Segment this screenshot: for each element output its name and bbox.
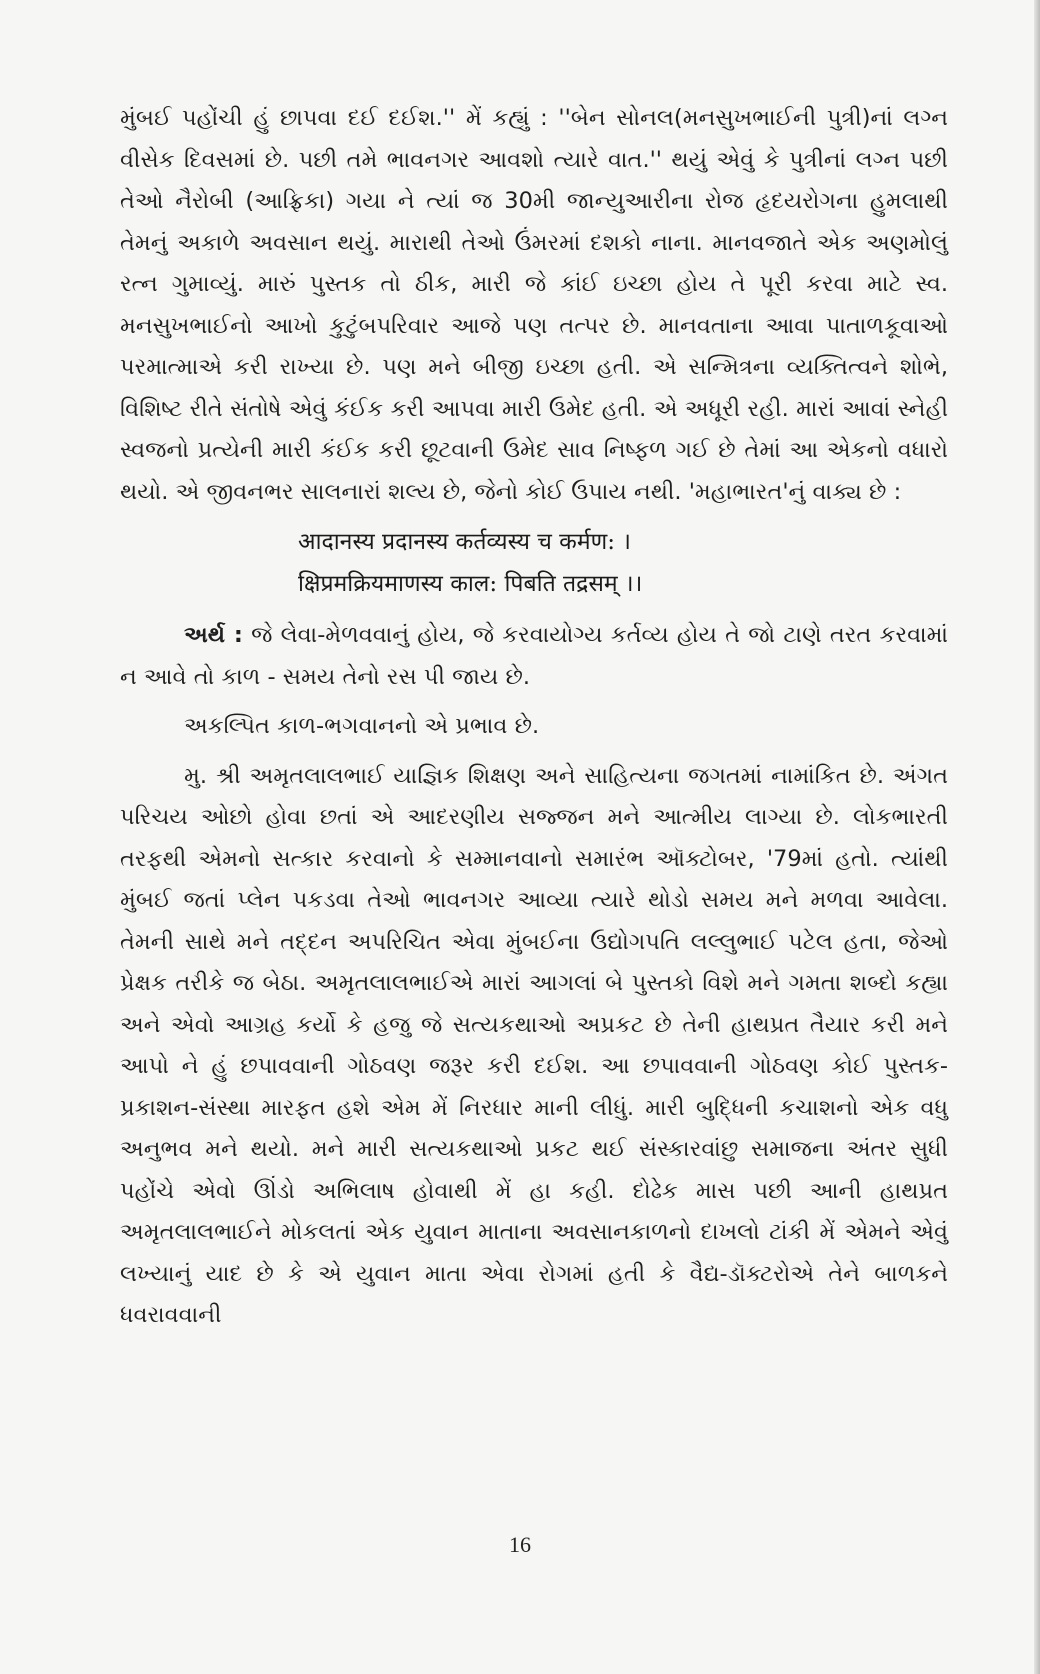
paragraph-1: મુંબઈ પહોંચી હું છાપવા દઈ દઈશ.'' મેં કહ્યું : ''બેન સોનલ(મનસુખભાઈની પુત્રી)નાં લગ્ન વીસેક દિવસમાં છે. પછી તમે ભાવનગર આવશો ત્યારે વાત.'' થયું એવું કે પુત્રીનાં લગ્ન પછી તેઓ નૈરોબી (આફ્રિકા) ગયા ને ત્યાં જ 30મી જાન્યુઆરીના રોજ હૃદયરોગના હુમલાથી તેમનું અકાળે અવસાન થયું. મારાથી તેઓ ઉંમરમાં દશકો નાના. માનવજાતે એક અણમોલું રત્ન ગુમાવ્યું. મારું પુસ્તક તો ઠીક, મારી જે કાંઈ ઇચ્છા હોય તે પૂરી કરવા માટે સ્વ. મનસુખભાઈનો આખો કુટુંબપરિવાર આજે પણ તત્પર છે. માનવતાના આવા પાતાળકૂવાઓ પરમાત્માએ કરી રાખ્યા છે. પણ મને બીજી ઇચ્છા હતી. એ સન્મિત્રના વ્યક્તિત્વને શોભે, વિશિષ્ટ રીતે સંતોષે એવું કંઈક કરી આપવા મારી ઉમેદ હતી. એ અધૂરી રહી. મારાં આવાં સ્નેહી સ્વજનો પ્રત્યેની મારી કંઈક કરી છૂટવાની ઉમેદ સાવ નિષ્ફળ ગઈ છે તેમાં આ એકનો વધારો થયો. એ જીવનભર સાલનારાં શલ્ય છે, જેનો કોઈ ઉપાય નથી. 'મહાભારત'નું વાક્ય છે : [120, 105, 948, 505]
paragraph-meaning [120, 615, 948, 698]
verse-line-1: आदानस्य प्रदानस्य कर्तव्यस्य च कर्मण: । [298, 529, 631, 555]
meaning-text: જે લેવા-મેળવવાનું હોય, જે કરવાયોગ્ય કર્તવ્ય હોય તે જો ટાણે તરત કરવામાં ન આવે તો કાળ - સમય તેનો રસ પી જાય છે. [120, 622, 949, 690]
body-text [120, 98, 948, 1337]
verse-line-2: क्षिप्रमक्रियमाणस्य काल: पिबति तद्रसम् ।। [298, 571, 643, 597]
page-edge-shadow [1034, 0, 1040, 1674]
page-number: 16 [509, 1532, 531, 1557]
meaning-label: અર્થ : [184, 622, 243, 648]
paragraph-4: મુ. શ્રી અમૃતલાલભાઈ યાજ્ઞિક શિક્ષણ અને સાહિત્યના જગતમાં નામાંકિત છે. અંગત પરિચય ઓછો હોવા છતાં એ આદરણીય સજ્જન મને આત્મીય લાગ્યા છે. લોકભારતી તરફથી એમનો સત્કાર કરવાનો કે સમ્માનવાનો સમારંભ ઑક્ટોબર, '79માં હતો. ત્યાંથી મુંબઈ જતાં પ્લેન પકડવા તેઓ ભાવનગર આવ્યા ત્યારે થોડો સમય મને મળવા આવેલા. તેમની સાથે મને તદ્દન અપરિચિત એવા મુંબઈના ઉદ્યોગપતિ લલ્લુભાઈ પટેલ હતા, જેઓ પ્રેક્ષક તરીકે જ બેઠા. અમૃતલાલભાઈએ મારાં આગલાં બે પુસ્તકો વિશે મને ગમતા શબ્દો કહ્યા અને એવો આગ્રહ કર્યો કે હજુ જે સત્યકથાઓ અપ્રકટ છે તેની હાથપ્રત તૈયાર કરી મને આપો ને હું છપાવવાની ગોઠવણ જરૂર કરી દઈશ. આ છપાવવાની ગોઠવણ કોઈ પુસ્તક-પ્રકાશન-સંસ્થા મારફત હશે એમ મેં નિરધાર માની લીધું. મારી બુદ્ધિની કચાશનો એક વધુ અનુભવ મને થયો. મને મારી સત્યકથાઓ પ્રકટ થઈ સંસ્કારવાંછુ સમાજના અંતર સુધી પહોંચે એવો ઊંડો અભિલાષ હોવાથી મેં હા કહી. દોઢેક માસ પછી આની હાથપ્રત અમૃતલાલભાઈને મોકલતાં એક યુવાન માતાના અવસાનકાળનો દાખલો ટાંકી મેં એમને એવું લખ્યાનું યાદ છે કે એ યુવાન માતા એવા રોગમાં હતી કે વૈદ્ય-ડૉક્ટરોએ તેને બાળકને ધવરાવવાની [120, 762, 948, 1328]
paragraph-3: અકલ્પિત કાળ-ભગવાનનો એ પ્રભાવ છે. [184, 713, 540, 739]
sanskrit-verse [298, 521, 948, 605]
